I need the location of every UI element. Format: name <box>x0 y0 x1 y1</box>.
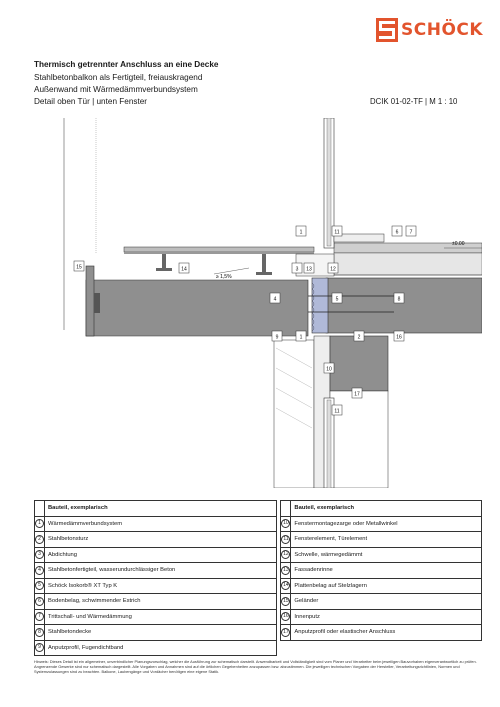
legend-row: 7 Trittschall- und Wärmedämmung 16 Innenputz <box>35 609 482 625</box>
svg-text:3: 3 <box>295 266 299 273</box>
svg-text:9: 9 <box>275 334 279 341</box>
svg-text:11: 11 <box>334 229 340 236</box>
marker-7 <box>406 226 416 236</box>
marker-15 <box>74 261 84 271</box>
legend-table <box>34 500 482 656</box>
marker-4 <box>270 293 280 303</box>
slope-label: ≥ 1,5% <box>216 274 232 280</box>
level-label: ±0.00 <box>452 241 465 247</box>
subtitle-line-3: Detail oben Tür | unten Fenster <box>34 97 148 106</box>
legend-row: 3 Abdichtung 12 Schwelle, wärmegedämmt <box>35 547 482 563</box>
svg-text:8: 8 <box>397 296 401 303</box>
detail-code: DCIK 01-02-TF | M 1 : 10 <box>370 97 458 106</box>
page-title: Thermisch getrennter Anschluss an eine Decke <box>34 60 219 69</box>
svg-text:2: 2 <box>357 334 361 341</box>
svg-text:5: 5 <box>335 296 339 303</box>
marker-11b <box>332 405 342 415</box>
marker-5 <box>332 293 342 303</box>
marker-9 <box>272 331 282 341</box>
svg-text:17: 17 <box>354 391 360 398</box>
svg-text:7: 7 <box>409 229 413 236</box>
svg-text:16: 16 <box>396 334 402 341</box>
legend-header-right: Bauteil, exemplarisch <box>291 501 482 517</box>
svg-text:11: 11 <box>334 408 340 415</box>
footnote: Hinweis: Dieses Detail ist ein allgemeiner, unverbindlicher Planungsvorschlag, welcher die Ausführung zur schematisch darstellt. Anwendbarkeit und Vollständigkeit sind vom Planer und Verarbeiter beim jeweiligen Bauvorhaben eigenverantwortlich zu prüfen. Angrenzende Gewerke sind nur schematisch dargestellt. Alle Vorgaben und Annahmen sind auf die örtlichen Gegebenheiten anzupassen bzw. abzustimmen. Die jeweiligen technischen Vorgaben der Hersteller, Verarbeitungsrichtlinien, Normen und Systemzulassungen sind zu beachten. Balkone, Laubengänge und Vordächer benötigen eine eigene Statik. <box>34 659 477 675</box>
svg-text:15: 15 <box>76 264 82 271</box>
marker-13 <box>304 263 314 273</box>
marker-6 <box>392 226 402 236</box>
svg-text:1: 1 <box>299 229 303 236</box>
marker-17 <box>352 388 362 398</box>
svg-text:6: 6 <box>395 229 399 236</box>
legend-row: 4 Stahlbetonfertigteil, wasserundurchlässiger Beton 13 Fassadenrinne <box>35 563 482 579</box>
logo-mark-icon <box>376 18 398 42</box>
marker-8 <box>394 293 404 303</box>
schoeck-logo <box>376 18 482 42</box>
marker-10 <box>324 363 334 373</box>
marker-16 <box>394 331 404 341</box>
svg-text:12: 12 <box>330 266 336 273</box>
subtitle-line-1: Stahlbetonbalkon als Fertigteil, freiauskragend <box>34 73 203 82</box>
marker-3 <box>292 263 302 273</box>
brand-name: SCHÖCK <box>401 20 484 40</box>
svg-text:1: 1 <box>299 334 303 341</box>
svg-text:14: 14 <box>181 266 187 273</box>
marker-1a <box>296 226 306 236</box>
marker-12 <box>328 263 338 273</box>
marker-2 <box>354 331 364 341</box>
legend-row: 8 Stahlbetondecke 17 Anputzprofil oder elastischer Anschluss <box>35 625 482 641</box>
legend-row: 9 Anputzprofil, Fugendichtband <box>35 640 482 656</box>
svg-text:4: 4 <box>273 296 277 303</box>
marker-1b <box>296 331 306 341</box>
svg-text:13: 13 <box>306 266 312 273</box>
legend-row: 2 Stahlbetonsturz 11 Fensterelement, Türelement <box>35 532 482 548</box>
marker-11a <box>332 226 342 236</box>
marker-14 <box>179 263 189 273</box>
detail-drawing <box>34 118 482 488</box>
svg-text:10: 10 <box>326 366 332 373</box>
legend-row: 5 Schöck Isokorb® XT Typ K 14 Plattenbelag auf Stelzlagern <box>35 578 482 594</box>
legend-row: 6 Bodenbelag, schwimmender Estrich 15 Geländer <box>35 594 482 610</box>
legend-row: 1 Wärmedämmverbundsystem 10 Fenstermontagezarge oder Metallwinkel <box>35 516 482 532</box>
subtitle-line-2: Außenwand mit Wärmedämmverbundsystem <box>34 85 198 94</box>
legend-header-left: Bauteil, exemplarisch <box>45 501 277 517</box>
